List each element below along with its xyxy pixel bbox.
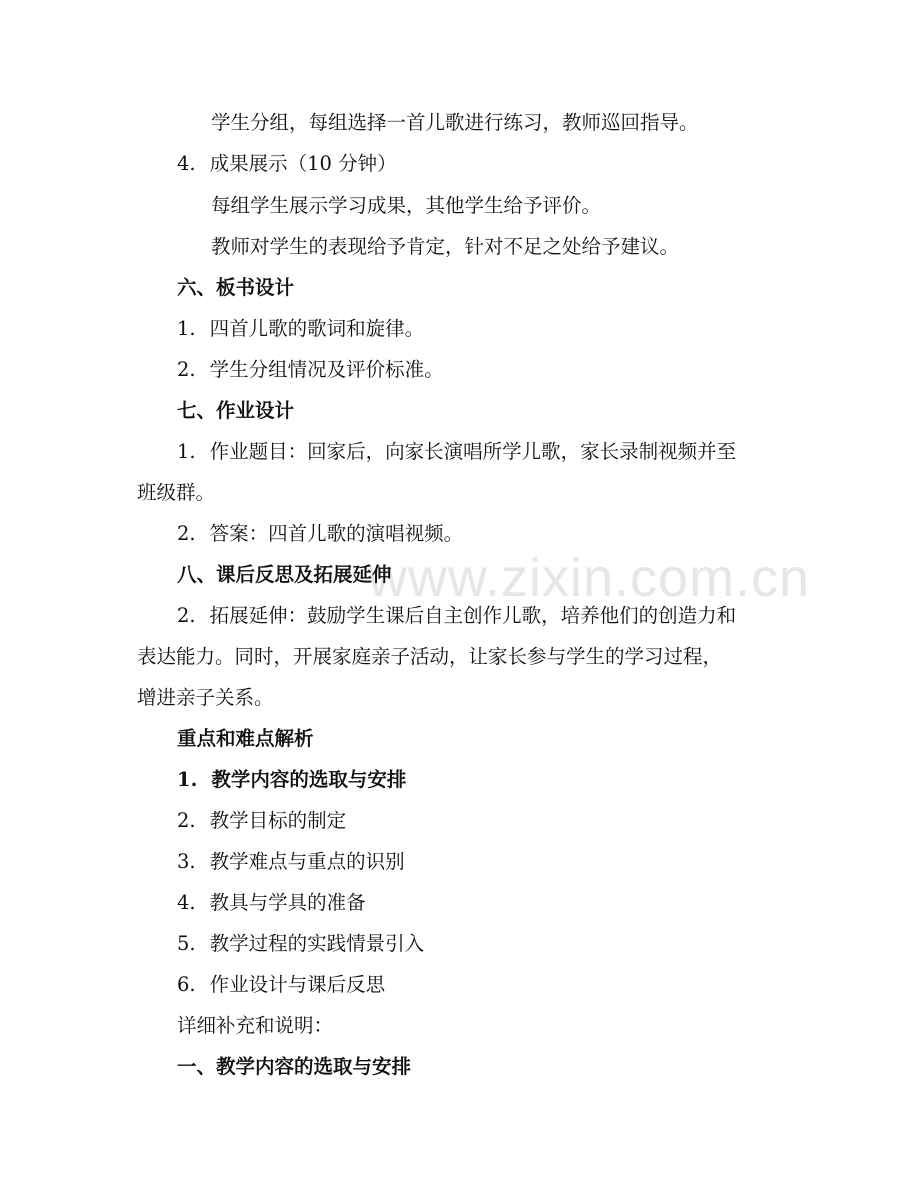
paragraph-line: 表达能力。同时，开展家庭亲子活动，让家长参与学生的学习过程， <box>137 645 723 668</box>
list-item <box>177 521 463 547</box>
paragraph-line: 班级群。 <box>137 481 216 504</box>
section-heading: 一、教学内容的选取与安排 <box>177 1055 412 1078</box>
list-item <box>177 439 736 465</box>
list-number: 3. <box>177 850 196 873</box>
list-number: 2. <box>177 809 196 832</box>
paragraph-line: 每组学生展示学习成果，其他学生给予评价。 <box>211 194 602 217</box>
list-number: 4. <box>177 152 196 175</box>
list-item <box>177 357 444 383</box>
list-item <box>177 151 397 177</box>
section-heading: 八、课后反思及拓展延伸 <box>177 563 392 586</box>
list-text: 教学过程的实践情景引入 <box>209 932 425 955</box>
list-number: 2. <box>177 358 196 381</box>
list-number: 1. <box>177 768 198 791</box>
list-text: 拓展延伸：鼓励学生课后自主创作儿歌，培养他们的创造力和 <box>209 604 737 627</box>
list-text: 答案：四首儿歌的演唱视频。 <box>209 522 464 545</box>
list-text: 教学内容的选取与安排 <box>211 768 407 791</box>
list-item <box>177 972 385 998</box>
list-text: 作业设计与课后反思 <box>209 973 386 996</box>
list-item <box>177 316 424 342</box>
list-number: 5. <box>177 932 196 955</box>
section-heading: 六、板书设计 <box>177 276 295 299</box>
list-item <box>177 767 406 793</box>
list-text: 教学难点与重点的识别 <box>209 850 405 873</box>
list-item <box>177 931 424 957</box>
list-number: 2. <box>177 604 196 627</box>
list-text: 教学目标的制定 <box>209 809 347 832</box>
list-item <box>177 603 736 629</box>
section-heading: 七、作业设计 <box>177 399 295 422</box>
key-points-title: 重点和难点解析 <box>177 727 314 750</box>
paragraph-line: 教师对学生的表现给予肯定，针对不足之处给予建议。 <box>211 235 680 258</box>
list-number: 2. <box>177 522 196 545</box>
list-number: 6. <box>177 973 196 996</box>
paragraph-line: 增进亲子关系。 <box>137 686 274 709</box>
list-number: 1. <box>177 317 196 340</box>
paragraph-line: 学生分组，每组选择一首儿歌进行练习，教师巡回指导。 <box>211 111 699 134</box>
list-text: 四首儿歌的歌词和旋律。 <box>209 317 425 340</box>
watermark: www.zixin.com.cn <box>368 548 811 608</box>
list-item <box>177 808 346 834</box>
list-number: 1. <box>177 440 196 463</box>
list-text: 教具与学具的准备 <box>209 891 366 914</box>
list-item <box>177 890 366 916</box>
paragraph-line: 详细补充和说明： <box>177 1014 334 1037</box>
list-text: 学生分组情况及评价标准。 <box>209 358 444 381</box>
list-item <box>177 849 405 875</box>
list-text: 作业题目：回家后，向家长演唱所学儿歌，家长录制视频并至 <box>209 440 737 463</box>
list-number: 4. <box>177 891 196 914</box>
list-text: 成果展示（10 分钟） <box>209 152 397 175</box>
